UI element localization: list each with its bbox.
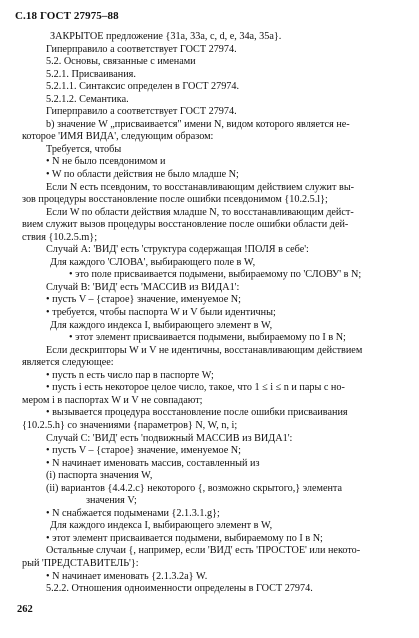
text-line: • N начинает именовать массив, составленный из xyxy=(46,457,260,469)
document-body xyxy=(22,31,402,596)
text-line: которое 'ИМЯ ВИДА', следующим образом: xyxy=(22,131,214,143)
text-line: Для каждого 'СЛОВА', выбирающего поле в W, xyxy=(50,256,256,268)
text-line: • пусть i есть некоторое целое число, такое, что 1 ≤ i ≤ n и пары с но- xyxy=(46,382,345,394)
text-line: Случай C: 'ВИД' есть 'подвижный МАССИВ из ВИДА1': xyxy=(46,432,293,444)
text-line: • W по области действия не было младше N; xyxy=(46,169,239,181)
text-line: ЗАКРЫТОЕ предложение {31a, 33a, c, d, e, 34a, 35a}. xyxy=(50,31,282,42)
text-line: 5.2. Основы, связанные с именами xyxy=(46,56,196,68)
text-line: • этот элемент присваивается подымени, выбираемому по I в N; xyxy=(69,332,346,344)
text-line: 5.2.1.2. Семантика. xyxy=(46,93,129,105)
text-line: {10.2.5.h} со значениями {параметров} N, W, n, i; xyxy=(22,419,238,431)
text-line: • пусть V – {старое} значение, именуемое N; xyxy=(46,445,241,457)
text-line: рый 'ПРЕДСТАВИТЕЛЬ'}: xyxy=(22,557,139,569)
text-line: b) значение W „присваивается" имени N, видом которого является не- xyxy=(46,118,350,130)
page-header: С.18 ГОСТ 27975–88 xyxy=(15,10,119,22)
text-line: 5.2.1. Присваивания. xyxy=(46,68,136,80)
text-line: Гиперправило a соответствует ГОСТ 27974. xyxy=(46,43,237,55)
text-line: мером i в паспортах W и V не совпадают; xyxy=(22,394,203,406)
text-line: (i) паспорта значения W, xyxy=(46,470,153,482)
text-line: • пусть n есть число пар в паспорте W; xyxy=(46,369,214,381)
text-line: ствия {10.2.5.m}; xyxy=(22,231,98,243)
text-line: Требуется, чтобы xyxy=(46,143,122,155)
text-line: 5.2.1.1. Синтаксис определен в ГОСТ 27974. xyxy=(46,81,240,93)
text-line: • N начинает именовать {2.1.3.2a} W. xyxy=(46,570,208,582)
text-line: Остальные случаи {, например, если 'ВИД' есть 'ПРОСТОЕ' или некото- xyxy=(46,545,361,557)
text-line: Если дескрипторы W и V не идентичны, восстанавливающим действием xyxy=(46,344,363,356)
text-line: зов процедуры восстановление после ошибки псевдонимом {10.2.5.l}; xyxy=(22,194,328,206)
text-line: • N не было псевдонимом и xyxy=(46,156,166,168)
text-line: • требуется, чтобы паспорта W и V были идентичны; xyxy=(46,307,276,319)
text-line: вием служит вызов процедуры восстановление после ошибки области дей- xyxy=(22,219,349,231)
text-line: • это поле присваивается подымени, выбираемому по 'СЛОВУ' в N; xyxy=(69,269,362,281)
text-line: • этот элемент присваивается подымени, выбираемому по I в N; xyxy=(46,532,323,544)
page-number: 262 xyxy=(17,604,33,615)
text-line: Если W по области действия младше N, то восстанавливающим дейст- xyxy=(46,206,354,218)
text-line: Если N есть псевдоним, то восстанавливающим действием служит вы- xyxy=(46,181,355,193)
text-line: Случай A: 'ВИД' есть 'структура содержащая !ПОЛЯ в себе': xyxy=(46,244,309,256)
text-line: Для каждого индекса I, выбирающего элемент в W, xyxy=(50,319,273,331)
text-line: значения V; xyxy=(86,495,137,507)
text-line: Гиперправило a соответствует ГОСТ 27974. xyxy=(46,106,237,118)
text-line: • N снабжается подыменами {2.1.3.1.g}; xyxy=(46,507,220,519)
text-line: (ii) вариантов {4.4.2.c} некоторого {, возможно скрытого,} элемента xyxy=(46,482,343,494)
text-line: является следующее: xyxy=(22,357,114,369)
text-line: Для каждого индекса I, выбирающего элемент в W, xyxy=(50,520,273,532)
text-line: Случай B: 'ВИД' есть 'МАССИВ из ВИДА1': xyxy=(46,281,240,293)
text-line: • вызывается процедура восстановление после ошибки присваивания xyxy=(46,407,348,419)
text-line: • пусть V – {старое} значение, именуемое N; xyxy=(46,294,241,306)
text-line: 5.2.2. Отношения одноименности определены в ГОСТ 27974. xyxy=(46,583,313,595)
